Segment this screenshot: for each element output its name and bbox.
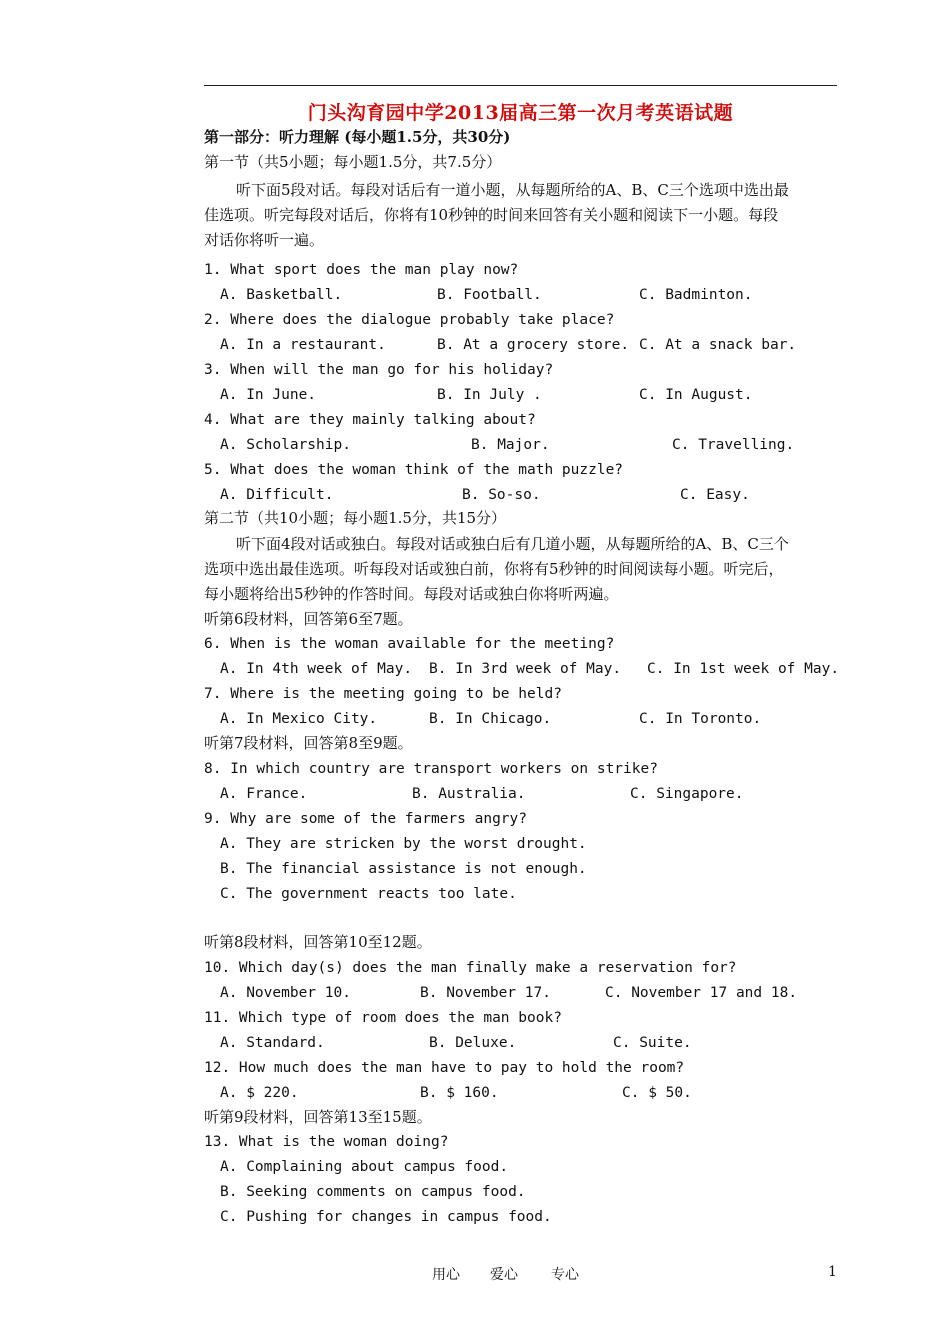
footer-text-left: 用心 (432, 1267, 460, 1283)
option-b: B. The financial assistance is not enough. (220, 861, 587, 877)
option-a: A. Difficult. (220, 487, 334, 503)
option-c: C. Singapore. (630, 786, 744, 802)
question-stem: 10. Which day(s) does the man finally make a reservation for? (204, 960, 737, 976)
question-stem: 13. What is the woman doing? (204, 1134, 449, 1150)
question-stem: 3. When will the man go for his holiday? (204, 362, 554, 378)
option-c: C. Badminton. (639, 287, 753, 303)
question-stem: 8. In which country are transport workers on strike? (204, 761, 658, 777)
material-heading: 听第7段材料，回答第8至9题。 (204, 734, 413, 752)
option-b: B. At a grocery store. (437, 337, 630, 353)
question-stem: 11. Which type of room does the man book? (204, 1010, 562, 1026)
option-c: C. In August. (639, 387, 753, 403)
option-c: C. In 1st week of May. (647, 661, 840, 677)
question-stem: 1. What sport does the man play now? (204, 262, 519, 278)
question-stem: 2. Where does the dialogue probably take place? (204, 312, 615, 328)
option-a: A. In 4th week of May. (220, 661, 413, 677)
option-a: A. In Mexico City. (220, 711, 378, 727)
footer-text-right: 专心 (551, 1267, 579, 1283)
option-a: A. They are stricken by the worst drought. (220, 836, 587, 852)
option-a: A. $ 220. (220, 1085, 299, 1101)
exam-title: 门头沟育园中学2013届高三第一次月考英语试题 (307, 102, 734, 124)
question-stem: 5. What does the woman think of the math puzzle? (204, 462, 624, 478)
option-b: B. Major. (471, 437, 550, 453)
option-b: B. In Chicago. (429, 711, 552, 727)
option-c: C. Suite. (613, 1035, 692, 1051)
footer-text-middle: 爱心 (490, 1267, 518, 1283)
option-c: C. In Toronto. (639, 711, 762, 727)
option-b: B. November 17. (420, 985, 551, 1001)
option-b: B. $ 160. (420, 1085, 499, 1101)
section2-instruction-line: 每小题将给出5秒钟的作答时间。每段对话或独白你将听两遍。 (204, 585, 619, 603)
option-a: A. France. (220, 786, 308, 802)
material-heading: 听第9段材料，回答第13至15题。 (204, 1108, 432, 1126)
option-b: B. Football. (437, 287, 542, 303)
header-rule (204, 85, 837, 86)
question-stem: 12. How much does the man have to pay to hold the room? (204, 1060, 685, 1076)
question-stem: 7. Where is the meeting going to be held? (204, 686, 562, 702)
section1-instruction-line: 对话你将听一遍。 (204, 231, 325, 249)
option-c: C. Pushing for changes in campus food. (220, 1209, 552, 1225)
option-b: B. Seeking comments on campus food. (220, 1184, 526, 1200)
option-b: B. In July . (437, 387, 542, 403)
option-b: B. Australia. (412, 786, 526, 802)
option-a: A. November 10. (220, 985, 351, 1001)
material-heading: 听第6段材料，回答第6至7题。 (204, 610, 413, 628)
part1-heading: 第一部分：听力理解 (每小题1.5分，共30分) (204, 128, 511, 146)
option-c: C. The government reacts too late. (220, 886, 517, 902)
option-c: C. Travelling. (672, 437, 795, 453)
option-c: C. Easy. (680, 487, 750, 503)
section1-heading: 第一节（共5小题；每小题1.5分，共7.5分） (204, 153, 502, 171)
option-c: C. At a snack bar. (639, 337, 797, 353)
option-a: A. Basketball. (220, 287, 343, 303)
option-c: C. $ 50. (622, 1085, 692, 1101)
section1-instruction-line: 听下面5段对话。每段对话后有一道小题，从每题所给的A、B、C三个选项中选出最 (236, 181, 789, 199)
option-a: A. In June. (220, 387, 317, 403)
question-stem: 6. When is the woman available for the meeting? (204, 636, 615, 652)
option-b: B. So-so. (462, 487, 541, 503)
page-number: 1 (828, 1264, 837, 1280)
option-a: A. Standard. (220, 1035, 325, 1051)
option-a: A. Complaining about campus food. (220, 1159, 509, 1175)
option-b: B. Deluxe. (429, 1035, 517, 1051)
section1-instruction-line: 佳选项。听完每段对话后，你将有10秒钟的时间来回答有关小题和阅读下一小题。每段 (204, 206, 779, 224)
option-a: A. Scholarship. (220, 437, 351, 453)
option-c: C. November 17 and 18. (605, 985, 798, 1001)
section2-heading: 第二节（共10小题；每小题1.5分，共15分） (204, 509, 507, 527)
material-heading: 听第8段材料，回答第10至12题。 (204, 933, 432, 951)
section2-instruction-line: 听下面4段对话或独白。每段对话或独白后有几道小题，从每题所给的A、B、C三个 (236, 535, 789, 553)
question-stem: 4. What are they mainly talking about? (204, 412, 536, 428)
section2-instruction-line: 选项中选出最佳选项。听每段对话或独白前，你将有5秒钟的时间阅读每小题。听完后， (204, 560, 784, 578)
option-b: B. In 3rd week of May. (429, 661, 622, 677)
option-a: A. In a restaurant. (220, 337, 386, 353)
question-stem: 9. Why are some of the farmers angry? (204, 811, 528, 827)
